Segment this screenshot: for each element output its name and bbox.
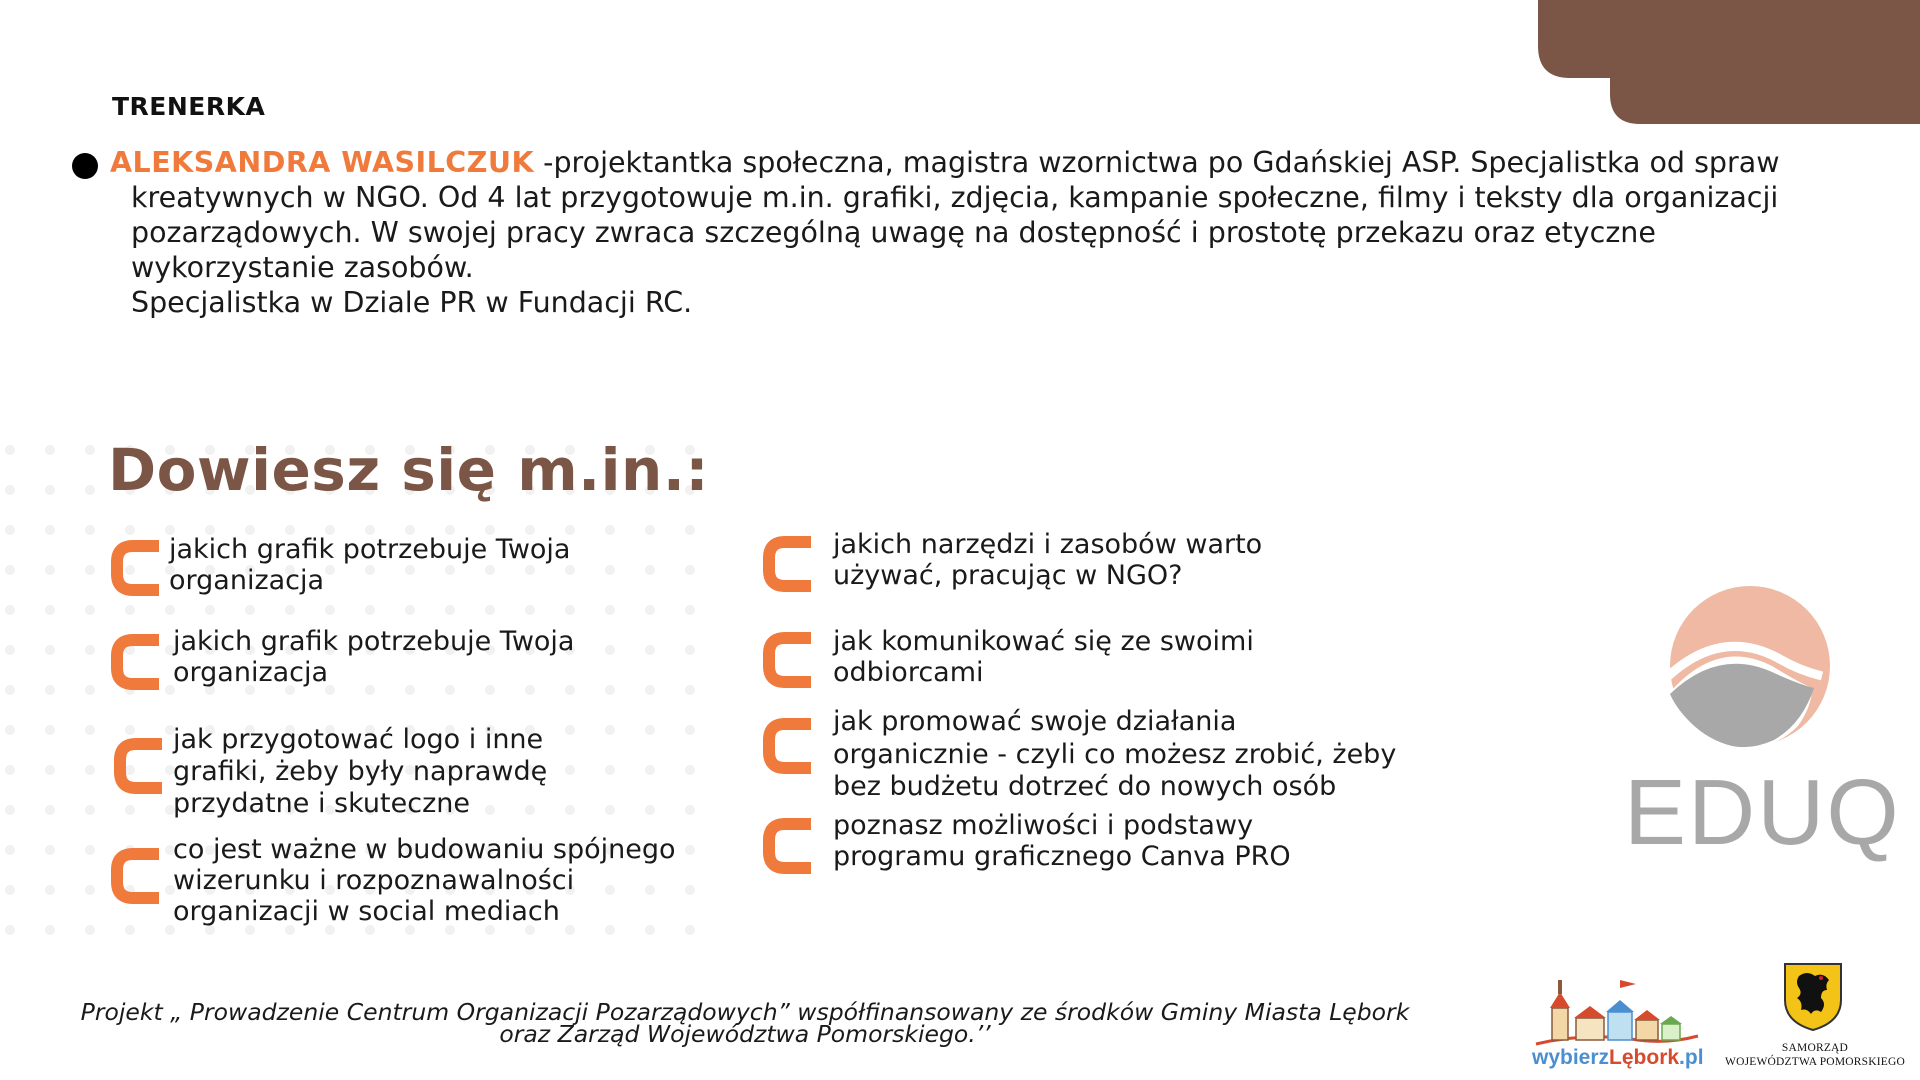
c-bullet-icon <box>763 818 815 874</box>
c-bullet-icon <box>763 536 815 592</box>
topic-line: jak przygotować logo i inne <box>173 724 544 755</box>
pomorskie-caption-2: WOJEWÓDZTWA POMORSKIEGO <box>1725 1056 1905 1068</box>
topic-line: wizerunku i rozpoznawalności <box>173 865 575 896</box>
bio-line-1: -projektantka społeczna, magistra wzornictwa po Gdańskiej ASP. Specjalistka od spraw <box>543 146 1780 179</box>
section-heading: Dowiesz się m.in.: <box>108 436 710 504</box>
topic-line: organizacja <box>169 565 325 596</box>
footer-line-2: oraz Zarząd Województwa Pomorskiego.’’ <box>499 1020 991 1048</box>
topic-line: organizacja <box>173 657 329 688</box>
topic-line: jak komunikować się ze swoimi <box>833 626 1254 657</box>
topic-line: jak promować swoje działania <box>833 706 1237 737</box>
footer-project-note <box>40 998 1450 1048</box>
bio-line-3: pozarządowych. W swojej pracy zwraca szczególną uwagę na dostępność i prostotę przekazu oraz etyczne <box>131 216 1656 249</box>
topic-line: organicznie - czyli co możesz zrobić, żeby <box>833 738 1397 770</box>
c-bullet-icon <box>111 848 163 904</box>
topic-line: używać, pracując w NGO? <box>833 560 1183 591</box>
topic-line: jakich grafik potrzebuje Twoja <box>169 534 571 565</box>
c-bullet-icon <box>111 634 163 690</box>
c-bullet-icon <box>114 738 166 794</box>
topic-line: poznasz możliwości i podstawy <box>833 810 1254 841</box>
top-right-decoration <box>1510 0 1920 124</box>
topic-line: organizacji w social mediach <box>173 896 560 927</box>
griffin-shield-icon <box>1781 960 1845 1032</box>
topic-line: przydatne i skuteczne <box>173 788 470 819</box>
c-bullet-icon <box>111 540 163 596</box>
eduq-logo <box>1622 586 1901 864</box>
eduq-logo-text: EDUQ <box>1624 760 1901 864</box>
pomorskie-caption-1: SAMORZĄD <box>1781 1042 1849 1054</box>
topic-line: grafiki, żeby były naprawdę <box>173 756 548 787</box>
bio-line-5: Specjalistka w Dziale PR w Fundacji RC. <box>131 286 693 319</box>
bio-line-2: kreatywnych w NGO. Od 4 lat przygotowuje m.in. grafiki, zdjęcia, kampanie społeczne, filmy i teksty dla organizacji <box>131 181 1779 214</box>
topic-line: odbiorcami <box>833 657 984 688</box>
bio-line-4: wykorzystanie zasobów. <box>131 251 474 284</box>
lebork-logo-text: wybierzLębork.pl <box>1532 1046 1704 1069</box>
lebork-town-icon <box>1528 974 1704 1050</box>
trainer-bio <box>110 145 1870 320</box>
topic-line: bez budżetu dotrzeć do nowych osób <box>833 771 1337 802</box>
footer-line-1: Projekt „ Prowadzenie Centrum Organizacji Pozarządowych” współfinansowany ze środków Gminy Miasta Lębork <box>80 998 1410 1026</box>
pomorskie-logo <box>1720 958 1910 1073</box>
bullet-dot <box>72 153 98 179</box>
trainer-name: ALEKSANDRA WASILCZUK <box>110 146 535 179</box>
lebork-logo <box>1528 974 1704 1070</box>
topic-line: jakich narzędzi i zasobów warto <box>833 529 1263 560</box>
topic-line: jakich grafik potrzebuje Twoja <box>173 626 575 657</box>
trainer-label: TRENERKA <box>112 92 266 121</box>
c-bullet-icon <box>763 718 815 774</box>
c-bullet-icon <box>763 632 815 688</box>
topic-line: programu graficznego Canva PRO <box>833 841 1291 872</box>
topic-line: co jest ważne w budowaniu spójnego <box>173 834 676 865</box>
